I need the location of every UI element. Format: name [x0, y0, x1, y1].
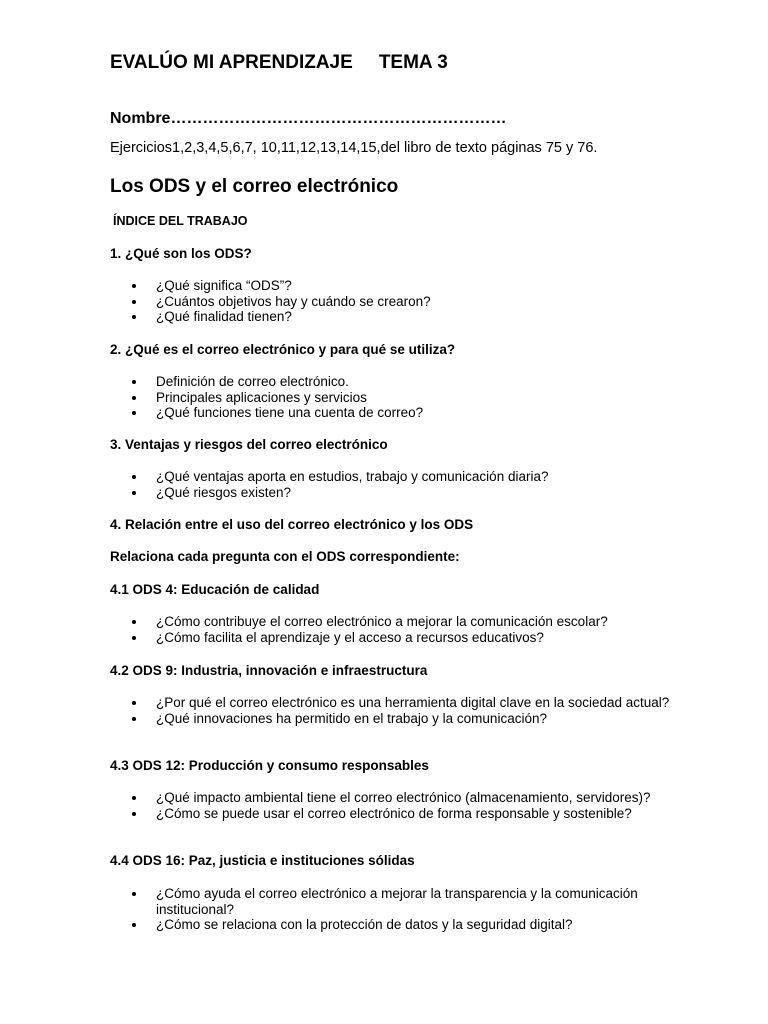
index-label: ÍNDICE DEL TRABAJO — [113, 214, 248, 228]
list-item: ¿Qué riesgos existen? — [110, 485, 670, 501]
list-item: ¿Cómo ayuda el correo electrónico a mejorar la transparencia y la comunicación institucional? — [110, 886, 670, 917]
section-heading-4-2: 4.2 ODS 9: Industria, innovación e infraestructura — [110, 663, 428, 678]
bullet-icon — [132, 396, 136, 400]
section-heading-1: 1. ¿Qué son los ODS? — [110, 246, 252, 261]
list-item: ¿Por qué el correo electrónico es una herramienta digital clave en la sociedad actual? — [110, 695, 670, 711]
bullet-list-4-1 — [110, 614, 670, 645]
bullet-list-4-2 — [110, 695, 670, 726]
list-item: ¿Qué finalidad tienen? — [110, 309, 670, 325]
document-heading: Los ODS y el correo electrónico — [110, 176, 399, 197]
list-item: Principales aplicaciones y servicios — [110, 390, 670, 406]
list-item: ¿Qué funciones tiene una cuenta de correo? — [110, 405, 670, 421]
bullet-icon — [132, 475, 136, 479]
list-item: ¿Qué innovaciones ha permitido en el trabajo y la comunicación? — [110, 711, 670, 727]
bullet-icon — [132, 315, 136, 319]
bullet-list-3 — [110, 469, 670, 500]
list-item: ¿Cómo contribuye el correo electrónico a mejorar la comunicación escolar? — [110, 614, 670, 630]
bullet-icon — [132, 300, 136, 304]
relate-instruction: Relaciona cada pregunta con el ODS correspondiente: — [110, 549, 460, 564]
list-item: ¿Qué significa “ODS”? — [110, 278, 670, 294]
page-title — [110, 52, 448, 74]
list-item: ¿Cómo se puede usar el correo electrónico de forma responsable y sostenible? — [110, 806, 670, 822]
bullet-icon — [132, 923, 136, 927]
title-text: EVALÚO MI APRENDIZAJE — [110, 52, 353, 73]
exercises-line: Ejercicios1,2,3,4,5,6,7, 10,11,12,13,14,15,del libro de texto páginas 75 y 76. — [110, 140, 598, 156]
bullet-list-4-3 — [110, 790, 670, 821]
bullet-icon — [132, 701, 136, 705]
bullet-icon — [132, 717, 136, 721]
list-item: ¿Qué ventajas aporta en estudios, trabajo y comunicación diaria? — [110, 469, 670, 485]
section-heading-4: 4. Relación entre el uso del correo electrónico y los ODS — [110, 517, 474, 532]
list-item: ¿Cómo se relaciona con la protección de datos y la seguridad digital? — [110, 917, 670, 933]
section-heading-3: 3. Ventajas y riesgos del correo electrónico — [110, 437, 388, 452]
section-heading-4-3: 4.3 ODS 12: Producción y consumo responsables — [110, 758, 429, 773]
bullet-list-1 — [110, 278, 670, 325]
section-heading-4-4: 4.4 ODS 16: Paz, justicia e instituciones sólidas — [110, 853, 415, 868]
list-item: ¿Qué impacto ambiental tiene el correo electrónico (almacenamiento, servidores)? — [110, 790, 670, 806]
section-heading-2: 2. ¿Qué es el correo electrónico y para qué se utiliza? — [110, 342, 456, 357]
section-heading-4-1: 4.1 ODS 4: Educación de calidad — [110, 582, 320, 597]
bullet-icon — [132, 636, 136, 640]
bullet-icon — [132, 620, 136, 624]
bullet-list-4-4 — [110, 886, 670, 933]
bullet-icon — [132, 796, 136, 800]
bullet-icon — [132, 411, 136, 415]
bullet-icon — [132, 491, 136, 495]
bullet-icon — [132, 284, 136, 288]
list-item: ¿Cómo facilita el aprendizaje y el acceso a recursos educativos? — [110, 630, 670, 646]
bullet-list-2 — [110, 374, 670, 421]
tema-label: TEMA 3 — [378, 52, 448, 73]
list-item: Definición de correo electrónico. — [110, 374, 670, 390]
bullet-icon — [132, 892, 136, 896]
name-field-line: Nombre……………………………………………………… — [110, 110, 507, 127]
list-item: ¿Cuántos objetivos hay y cuándo se crearon? — [110, 294, 670, 310]
bullet-icon — [132, 380, 136, 384]
bullet-icon — [132, 812, 136, 816]
